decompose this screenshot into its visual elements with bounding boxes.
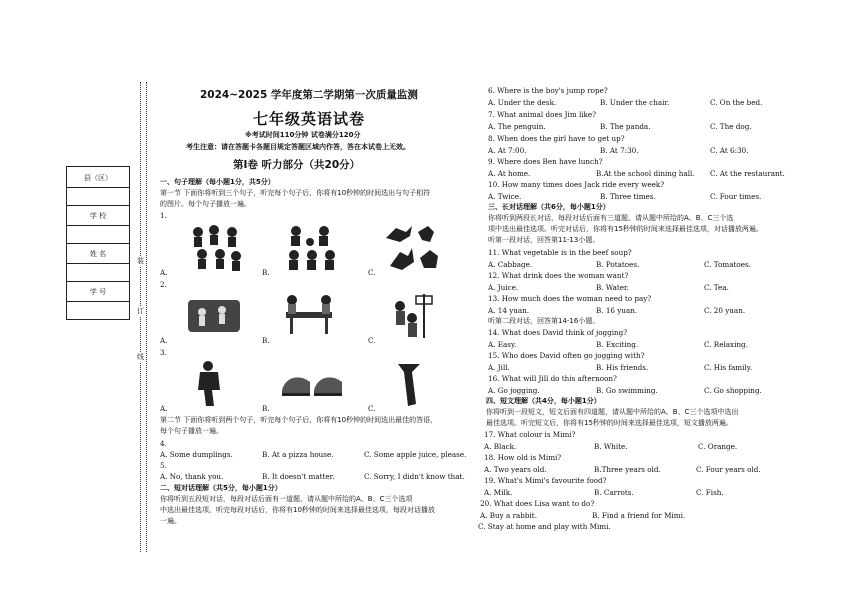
- q17-option-a: A. Black.: [484, 442, 517, 451]
- q10-option-c: C. Four times.: [710, 192, 762, 201]
- q6-option-a: A. Under the desk.: [488, 98, 557, 107]
- binding-char-zhuang: 装: [137, 257, 144, 265]
- q11-option-b: B. Potatoes.: [596, 260, 640, 269]
- info-label-county: 县（区）: [84, 174, 112, 182]
- q2-number: 2.: [160, 280, 167, 289]
- q18-question: 18. How old is Mimi?: [484, 453, 562, 462]
- q14-question: 14. What does David think of jogging?: [488, 328, 628, 337]
- q9-option-b: B.At the school dining hall.: [596, 169, 695, 178]
- q5-option-b: B. It doesn't matter.: [262, 472, 335, 481]
- info-label-name: 姓 名: [89, 250, 107, 258]
- q4-option-c: C. Some apple juice, please.: [364, 450, 467, 459]
- q16-option-a: A. Go jogging.: [488, 386, 540, 395]
- q2-picture-a: [186, 292, 242, 338]
- q10-option-b: B. Three times.: [600, 192, 656, 201]
- q3-number: 3.: [160, 348, 167, 357]
- sec1b-instruction-2: 每个句子播放一遍。: [160, 427, 223, 435]
- q20-option-b: B. Find a friend for Mimi.: [592, 511, 686, 520]
- q18-option-b: B.Three years old.: [594, 465, 661, 474]
- sec1-instruction: 第一节 下面你将听到三个句子，听完每个句子后，你将有10秒钟的时间选出与句子相符: [160, 189, 431, 197]
- q18-option-c: C. Four years old.: [696, 465, 761, 474]
- q4-option-b: B. At a pizza house.: [262, 450, 334, 459]
- q1-option-c: C.: [368, 268, 376, 277]
- q20-question: 20. What does Lisa want to do?: [480, 499, 595, 508]
- q20-option-a: A. Buy a rabbit.: [480, 511, 537, 520]
- binding-dotted-line-inner: [146, 82, 147, 552]
- q16-option-b: B. Go swimming.: [596, 386, 658, 395]
- q1-option-b: B.: [262, 268, 270, 277]
- q17-question: 17. What colour is Mimi?: [484, 430, 576, 439]
- q11-question: 11. What vegetable is in the beef soup?: [488, 248, 632, 257]
- q17-option-b: B. White.: [594, 442, 628, 451]
- sec3-title: 三、长对话理解（共6分，每小题1分）: [488, 203, 610, 211]
- q16-option-c: C. Go shopping.: [704, 386, 762, 395]
- q9-question: 9. Where does Ben have lunch?: [488, 157, 603, 166]
- sec2-instruction: 你将听到五段短对话，每段对话后面有一道题，请从题中所给的A、B、C三个选项: [160, 495, 413, 503]
- q8-option-a: A. At 7:00.: [488, 146, 527, 155]
- q7-option-c: C. The dog.: [710, 122, 752, 131]
- q7-option-a: A. The penguin.: [488, 122, 546, 131]
- q1-number: 1.: [160, 211, 167, 220]
- sec2-instruction-2: 中选出最佳选项，听完每段对话后，你将有10秒钟的时间来选择最佳选项，每段对话播放: [160, 506, 435, 514]
- q1-picture-c: [382, 222, 442, 276]
- q15-question: 15. Who does David often go jogging with?: [488, 351, 645, 360]
- q2-option-c: C.: [368, 336, 376, 345]
- q12-option-c: C. Tea.: [704, 283, 729, 292]
- q7-question: 7. What animal does Jim like?: [488, 110, 597, 119]
- q2-picture-b: [280, 292, 338, 338]
- q4-option-a: A. Some dumplings.: [160, 450, 233, 459]
- q7-option-b: B. The panda.: [600, 122, 651, 131]
- sec2-title: 二、短对话理解（共5分，每小题1分）: [160, 484, 282, 492]
- q5-number: 5.: [160, 461, 167, 470]
- q13-option-b: B. 16 yuan.: [596, 306, 638, 315]
- q19-option-c: C. Fish.: [696, 488, 724, 497]
- q1-option-a: A.: [160, 268, 168, 277]
- paper-title: 七年级英语试卷: [253, 110, 366, 128]
- q12-option-a: A. Juice.: [488, 283, 519, 292]
- q14-option-c: C. Relaxing.: [704, 340, 748, 349]
- part1-title: 第Ⅰ卷 听力部分（共20分）: [233, 159, 361, 171]
- q3-picture-c: [394, 360, 424, 408]
- binding-char-xian: 线: [137, 353, 144, 361]
- sec3-first-dialog: 听第一段对话，回答第11-13小题。: [488, 236, 600, 244]
- q3-picture-a: [192, 360, 226, 408]
- q16-question: 16. What will Jill do this afternoon?: [488, 374, 617, 383]
- q15-option-c: C. His family.: [704, 363, 753, 372]
- q15-option-a: A. Jill.: [488, 363, 510, 372]
- q8-option-c: C. At 6:30.: [710, 146, 749, 155]
- student-info-box: [66, 166, 130, 320]
- q10-option-a: A. Twice.: [488, 192, 522, 201]
- q20-option-c: C. Stay at home and play with Mimi.: [478, 522, 611, 531]
- q11-option-c: C. Tomatoes.: [704, 260, 751, 269]
- q14-option-b: B. Exciting.: [596, 340, 639, 349]
- exam-notice-answer: 考生注意：请在答题卡各题目规定答题区域内作答，答在本试卷上无效。: [186, 143, 410, 151]
- q10-question: 10. How many times does Jack ride every week?: [488, 180, 665, 189]
- q8-question: 8. When does the girl have to get up?: [488, 134, 625, 143]
- q18-option-a: A. Two years old.: [484, 465, 547, 474]
- q3-option-a: A.: [160, 404, 168, 413]
- binding-char-ding: 订: [137, 307, 144, 315]
- q11-option-a: A. Cabbage.: [488, 260, 533, 269]
- q2-picture-c: [386, 292, 436, 340]
- q6-option-b: B. Under the chair.: [600, 98, 670, 107]
- q3-option-b: B.: [262, 404, 270, 413]
- sec1-instruction-2: 的图片。每个句子播放一遍。: [160, 200, 251, 208]
- q9-option-c: C. At the restaurant.: [710, 169, 785, 178]
- q6-option-c: C. On the bed.: [710, 98, 763, 107]
- sec1-title: 一、句子理解（每小题1分，共5分）: [160, 178, 275, 186]
- sec2-instruction-3: 一遍。: [160, 517, 181, 525]
- exam-notice-time: ※考试时间110分钟 试卷满分120分: [245, 131, 361, 139]
- sec3-instruction-2: 项中选出最佳选项。听完对话后，你将有15秒钟的时间来选择最佳选项，对话播放两遍。: [488, 225, 763, 233]
- q2-option-a: A.: [160, 336, 168, 345]
- q13-question: 13. How much does the woman need to pay?: [488, 294, 652, 303]
- q2-option-b: B.: [262, 336, 270, 345]
- q1-picture-a: [188, 222, 246, 274]
- q1-picture-b: [284, 222, 342, 274]
- q5-option-a: A. No, thank you.: [160, 472, 224, 481]
- info-label-id: 学 号: [89, 288, 107, 296]
- q19-question: 19. What's Mimi's favourite food?: [484, 476, 607, 485]
- q17-option-c: C. Orange.: [698, 442, 738, 451]
- q6-question: 6. Where is the boy's jump rope?: [488, 86, 608, 95]
- sec4-instruction-2: 最佳选项。听完短文后，你将有15秒钟的时间来选择最佳选项，短文播放两遍。: [486, 419, 733, 427]
- q19-option-a: A. Milk.: [484, 488, 513, 497]
- q14-option-a: A. Easy.: [488, 340, 517, 349]
- q8-option-b: B. At 7:30.: [600, 146, 639, 155]
- q9-option-a: A. At home.: [488, 169, 531, 178]
- q4-number: 4.: [160, 439, 167, 448]
- q19-option-b: B. Carrots.: [594, 488, 634, 497]
- q3-option-c: C.: [368, 404, 376, 413]
- q13-option-c: C. 20 yuan.: [704, 306, 746, 315]
- q3-picture-b: [280, 368, 346, 398]
- sec3-instruction: 你将听到两段长对话，每段对话后面有三道题，请从题中所给的A、B、C三个选: [488, 214, 734, 222]
- exam-title: 2024~2025 学年度第二学期第一次质量监测: [200, 89, 418, 101]
- q12-question: 12. What drink does the woman want?: [488, 271, 629, 280]
- q5-option-c: C. Sorry, I didn't know that.: [364, 472, 465, 481]
- sec3-second-dialog: 听第二段对话，回答第14-16小题。: [488, 317, 600, 325]
- binding-dotted-line-outer: [140, 82, 141, 552]
- q12-option-b: B. Water.: [596, 283, 629, 292]
- sec4-instruction: 你将听到一段短文，短文后面有四道题，请从题中所给的A、B、C三个选项中选出: [486, 408, 739, 416]
- sec1b-instruction: 第二节 下面你将听到两个句子，听完每个句子后，你将有10秒钟的时间选出最佳的答语，: [160, 416, 438, 424]
- q13-option-a: A. 14 yuan.: [488, 306, 530, 315]
- q15-option-b: B. His friends.: [596, 363, 649, 372]
- sec4-title: 四、短文理解（共4分，每小题1分）: [486, 397, 601, 405]
- info-label-school: 学 校: [89, 212, 107, 220]
